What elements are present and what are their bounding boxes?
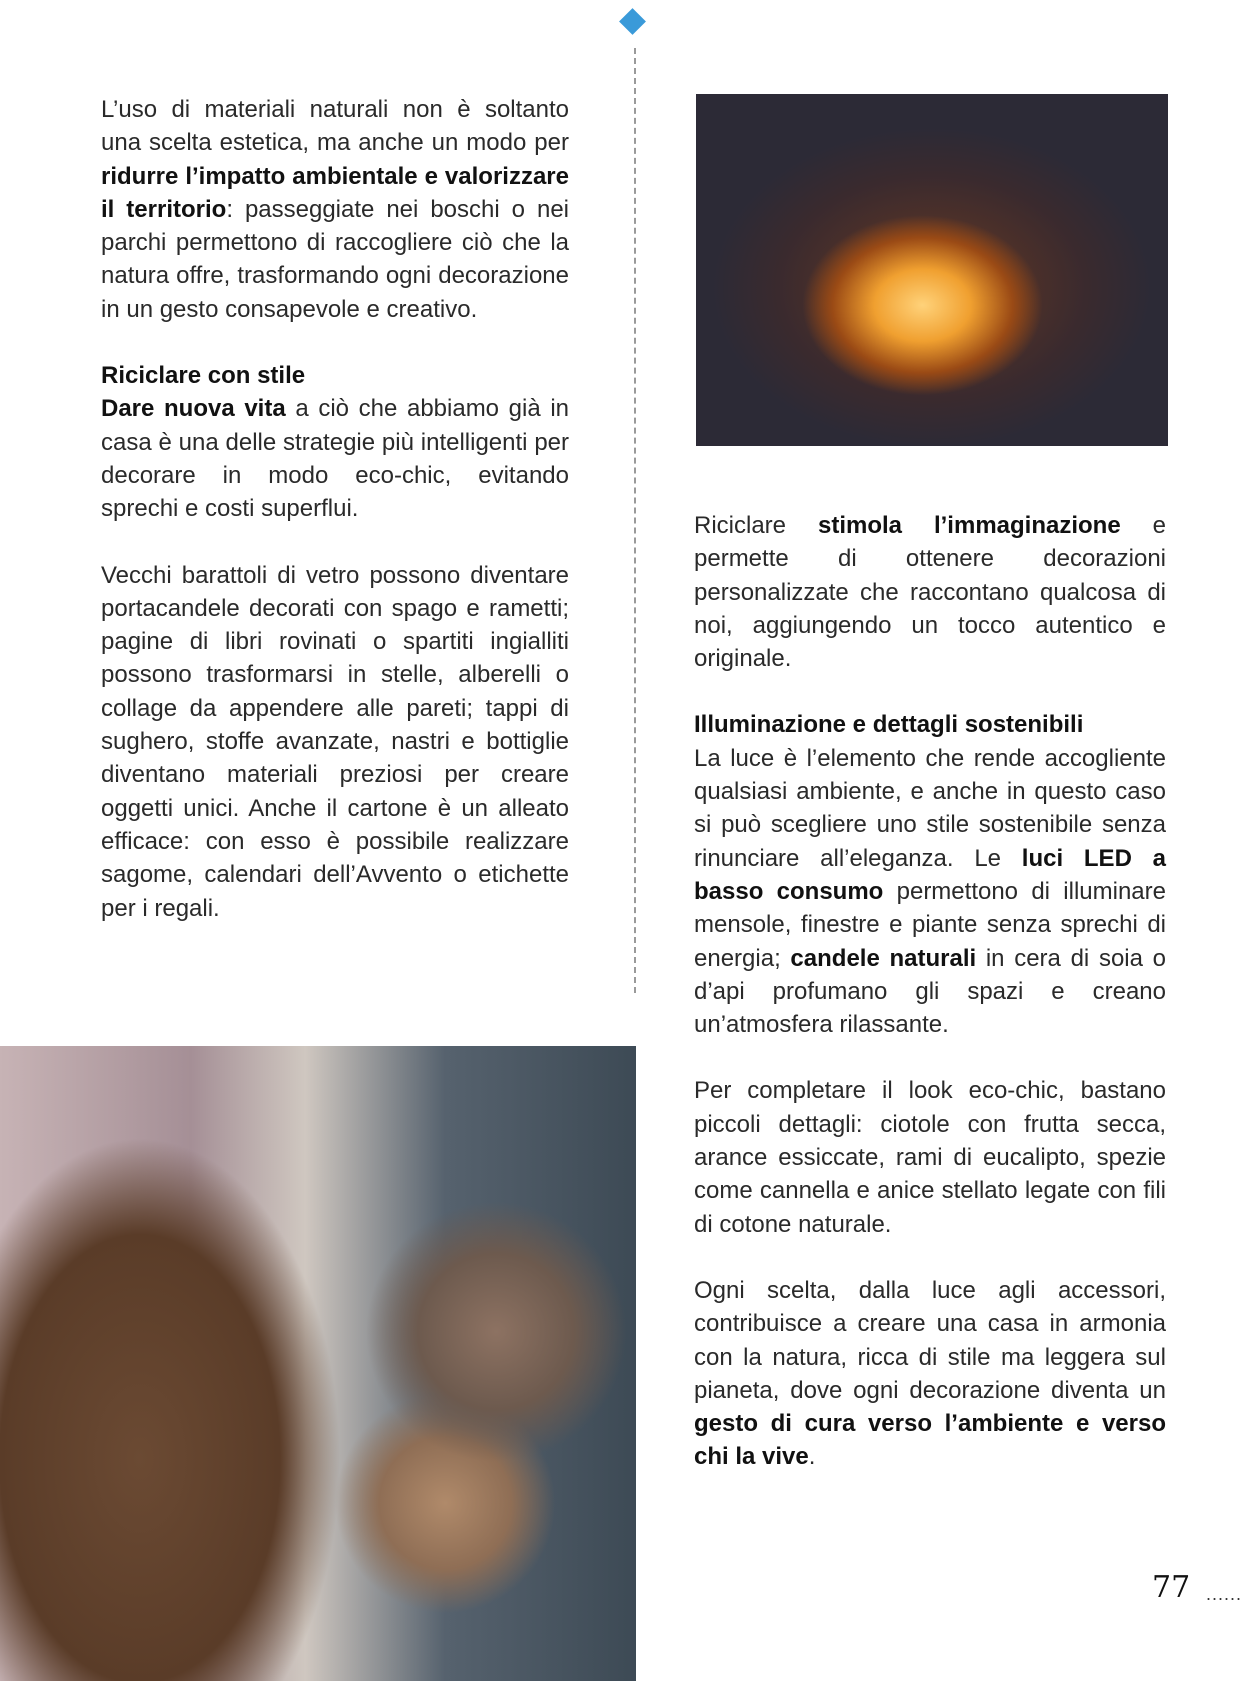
column-divider [634,48,636,993]
right-column [694,509,1166,1507]
bold-text: ridurre l’impatto ambientale e valorizzare il territorio [101,162,569,223]
text: in cera di soia o d’api profumano gli spazi e creano un’atmosfera rilassante. [694,944,1167,1039]
details-paragraph: Per completare il look eco-chic, bastano piccoli dettagli: ciotole con frutta secca, arance essiccate, rami di eucalipto, spezie come cannella e anice stellato legate con fili di cotone naturale. [694,1077,1166,1238]
intro-paragraph [101,93,569,326]
text: e permette di ottenere decorazioni personalizzate che raccontano qualcosa di noi, aggiungendo un tocco autentico e originale. [694,512,1166,673]
text: La luce è l’elemento che rende accogliente qualsiasi ambiente, e anche in questo caso si può scegliere uno stile sostenibile senza rinunciare all’eleganza. Le [694,744,1166,872]
page-number: 77 [1152,1570,1191,1605]
paper-stars-photo [0,1046,636,1681]
lighting-paragraph [694,742,1166,1042]
left-column [101,93,569,958]
section-heading-recycle: Riciclare con stile [101,362,306,390]
closing-paragraph [694,1274,1166,1474]
text: L’uso di materiali naturali non è soltanto una scelta estetica, ma anche un modo per [101,96,569,157]
text: permettono di illuminare mensole, finestre e piante senza sprechi di energia; [694,877,1166,972]
section-heading-lighting: Illuminazione e dettagli sostenibili [694,711,1084,739]
fairy-lights-photo [696,94,1168,446]
imagination-paragraph [694,509,1166,675]
text: a ciò che abbiamo già in casa è una delle strategie più intelligenti per decorare in modo eco-chic, evitando sprechi e costi superflui. [101,395,570,523]
text: Riciclare [694,512,818,539]
bold-text: gesto di cura verso l’ambiente e verso chi la vive [694,1410,1166,1471]
text: : passeggiate nei boschi o nei parchi permettono di raccogliere ciò che la natura offre, trasformando ogni decorazione in un gesto consapevole e creativo. [101,195,570,323]
bold-text: candele naturali [790,944,977,972]
page-number-dots: ...... [1206,1584,1243,1604]
bold-text: Dare nuova vita [101,395,286,423]
bold-text: luci LED a basso consumo [694,844,1167,905]
text: . [808,1443,816,1471]
bold-text: stimola l’immaginazione [817,512,1121,539]
diamond-ornament-icon [619,8,646,35]
recycle-paragraph [101,392,569,525]
examples-paragraph: Vecchi barattoli di vetro possono diventare portacandele decorati con spago e rametti; pagine di libri rovinati o spartiti ingialliti possono trasformarsi in stelle, alberelli o collage da appendere alle pareti; tappi di sughero, stoffe avanzate, nastri e bottiglie diventano materiali preziosi per creare oggetti unici. Anche il cartone è un alleato efficace: con esso è possibile realizzare sagome, calendari dell’Avvento o etichette per i regali. [101,561,569,922]
text: Ogni scelta, dalla luce agli accessori, contribuisce a creare una casa in armonia con la natura, ricca di stile ma leggera sul pianeta, dove ogni decorazione diventa un [694,1276,1166,1404]
